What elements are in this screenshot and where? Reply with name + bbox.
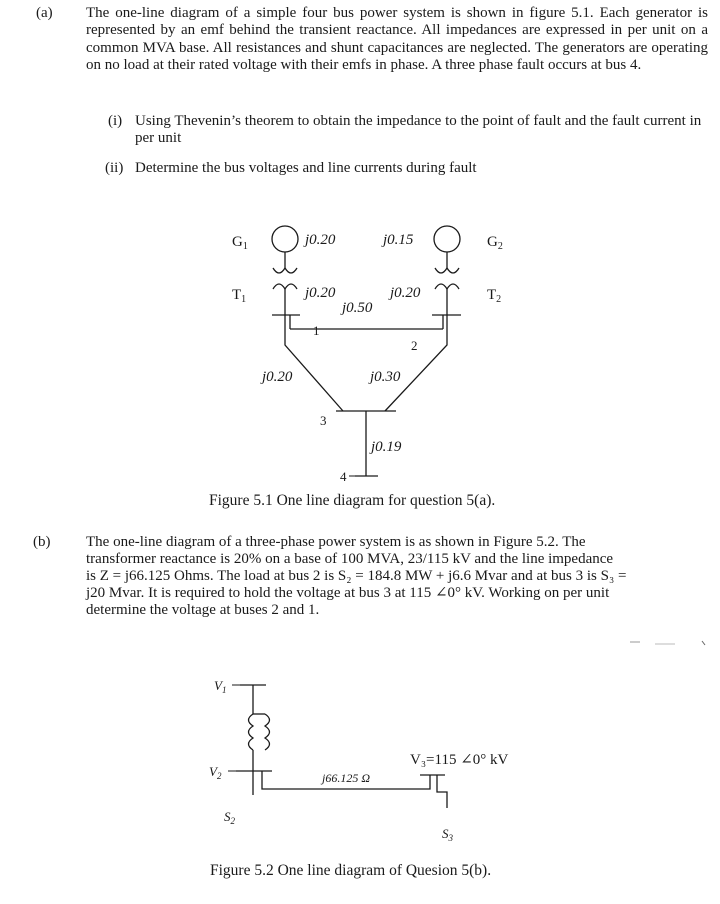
g2-reactance: j0.15 bbox=[383, 232, 414, 248]
item-i-number: (i) bbox=[108, 113, 123, 129]
load-s3-lead bbox=[437, 775, 447, 808]
part-a-paragraph: The one-line diagram of a simple four bus power system is shown in figure 5.1. Each generator is represented by an emf behind the transient reactance. All impedances are expressed in per unit on a common MVA base. All resistances and shunt capacitances are neglected. The generators are operating on no load at their rated voltage with their emfs in phase. A three phase fault occurs at bus 4. bbox=[86, 5, 708, 74]
line-1-2-reactance: j0.50 bbox=[342, 300, 373, 316]
s2-label: $S_2$ bbox=[224, 809, 235, 826]
bus-1-label: 1 bbox=[313, 323, 320, 338]
s3-label: $S_3$ bbox=[442, 826, 453, 843]
part-b-line-4: j20 Mvar. It is required to hold the voltage at bus 3 at 115 ∠0° kV. Working on per unit bbox=[86, 585, 610, 601]
item-i-text: Using Thevenin’s theorem to obtain the impedance to the point of fault and the fault current in per unit bbox=[135, 113, 702, 147]
t1-reactance: j0.20 bbox=[305, 285, 336, 301]
figure-5-1-caption: Figure 5.1 One line diagram for question 5(a). bbox=[209, 492, 496, 509]
part-b-line-2: transformer reactance is 20% on a base of 100 MVA, 23/115 kV and the line impedance bbox=[86, 551, 614, 567]
transformer-coil-right bbox=[265, 714, 270, 750]
item-ii-text: Determine the bus voltages and line currents during fault bbox=[135, 160, 477, 176]
t1-label: $T_1$ bbox=[232, 287, 247, 305]
part-b-label: (b) bbox=[33, 534, 51, 550]
v3-label: V₃=115 ∠0° kV bbox=[410, 752, 509, 768]
bus-2-label: 2 bbox=[411, 338, 418, 353]
part-a-label: (a) bbox=[36, 5, 53, 21]
part-b-line-3: is Z = j66.125 Ohms. The load at bus 2 is S₂ = 184.8 MW + j6.6 Mvar and at bus 3 is S₃ = bbox=[86, 568, 627, 584]
g1-reactance: j0.20 bbox=[305, 232, 336, 248]
g1-label: $G_1$ bbox=[232, 234, 248, 252]
bus-3-label: 3 bbox=[320, 413, 327, 428]
line-2-3-reactance: j0.30 bbox=[370, 369, 401, 385]
line-1-3-reactance: j0.20 bbox=[262, 369, 293, 385]
transformer-coil-left bbox=[249, 714, 254, 750]
figure-5-2-caption: Figure 5.2 One line diagram of Quesion 5(b). bbox=[210, 862, 492, 879]
line-3-4-reactance: j0.19 bbox=[371, 439, 402, 455]
v1-label: $V_1$ bbox=[214, 678, 227, 695]
bus-4-label: 4 bbox=[340, 469, 347, 484]
t2-reactance: j0.20 bbox=[390, 285, 421, 301]
item-ii-number: (ii) bbox=[105, 160, 124, 176]
v2-label: $V_2$ bbox=[209, 764, 222, 781]
t2-label: $T_2$ bbox=[487, 287, 502, 305]
part-b-line-5: determine the voltage at buses 2 and 1. bbox=[86, 602, 320, 618]
part-b-line-1: The one-line diagram of a three-phase power system is as shown in Figure 5.2. The bbox=[86, 534, 586, 550]
g2-label: $G_2$ bbox=[487, 234, 503, 252]
line-impedance-label: j66.125 Ω bbox=[322, 771, 371, 785]
scan-artifact bbox=[702, 641, 705, 645]
